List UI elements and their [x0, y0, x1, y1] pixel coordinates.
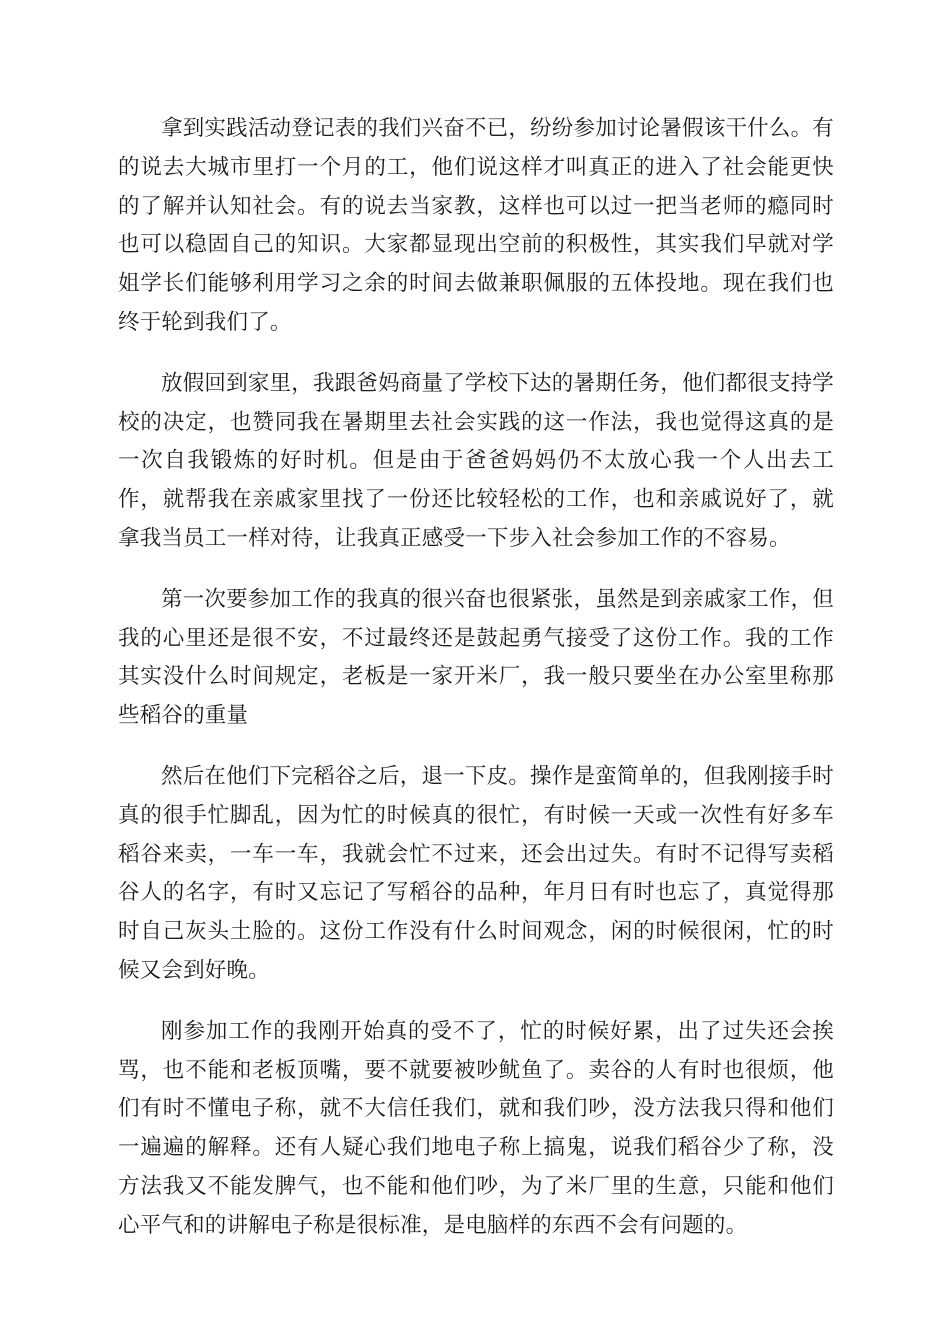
- paragraph-4: 然后在他们下完稻谷之后，退一下皮。操作是蛮简单的，但我刚接手时真的很手忙脚乱，因为忙的时候真的很忙，有时候一天或一次性有好多车稻谷来卖，一车一车，我就会忙不过来，还会出过失。有时不记得写卖稻谷人的名字，有时又忘记了写稻谷的品种，年月日有时也忘了，真觉得那时自己灰头土脸的。这份工作没有什么时间观念，闲的时候很闲，忙的时候又会到好晚。: [118, 763, 834, 983]
- paragraph-2: 放假回到家里，我跟爸妈商量了学校下达的暑期任务，他们都很支持学校的决定，也赞同我在暑期里去社会实践的这一作法，我也觉得这真的是一次自我锻炼的好时机。但是由于爸爸妈妈仍不太放心我一个人出去工作，就帮我在亲戚家里找了一份还比较轻松的工作，也和亲戚说好了，就拿我当员工一样对待，让我真正感受一下步入社会参加工作的不容易。: [118, 370, 834, 551]
- paragraph-1: 拿到实践活动登记表的我们兴奋不已，纷纷参加讨论暑假该干什么。有的说去大城市里打一个月的工，他们说这样才叫真正的进入了社会能更快的了解并认知社会。有的说去当家教，这样也可以过一把当老师的瘾同时也可以稳固自己的知识。大家都显现出空前的积极性，其实我们早就对学姐学长们能够利用学习之余的时间去做兼职佩服的五体投地。现在我们也终于轮到我们了。: [118, 116, 834, 335]
- paragraph-5: 刚参加工作的我刚开始真的受不了，忙的时候好累，出了过失还会挨骂，也不能和老板顶嘴，要不就要被吵鱿鱼了。卖谷的人有时也很烦，他们有时不懂电子称，就不大信任我们，就和我们吵，没方法我只得和他们一遍遍的解释。还有人疑心我们地电子称上搞鬼，说我们稻谷少了称，没方法我又不能发脾气，也不能和他们吵，为了米厂里的生意，只能和他们心平气和的讲解电子称是很标准，是电脑样的东西不会有问题的。: [118, 1018, 834, 1238]
- paragraph-3: 第一次要参加工作的我真的很兴奋也很紧张，虽然是到亲戚家工作，但我的心里还是很不安，不过最终还是鼓起勇气接受了这份工作。我的工作其实没什么时间规定，老板是一家开米厂，我一般只要坐在办公室里称那些稻谷的重量: [118, 586, 834, 729]
- document-body: [118, 110, 834, 1268]
